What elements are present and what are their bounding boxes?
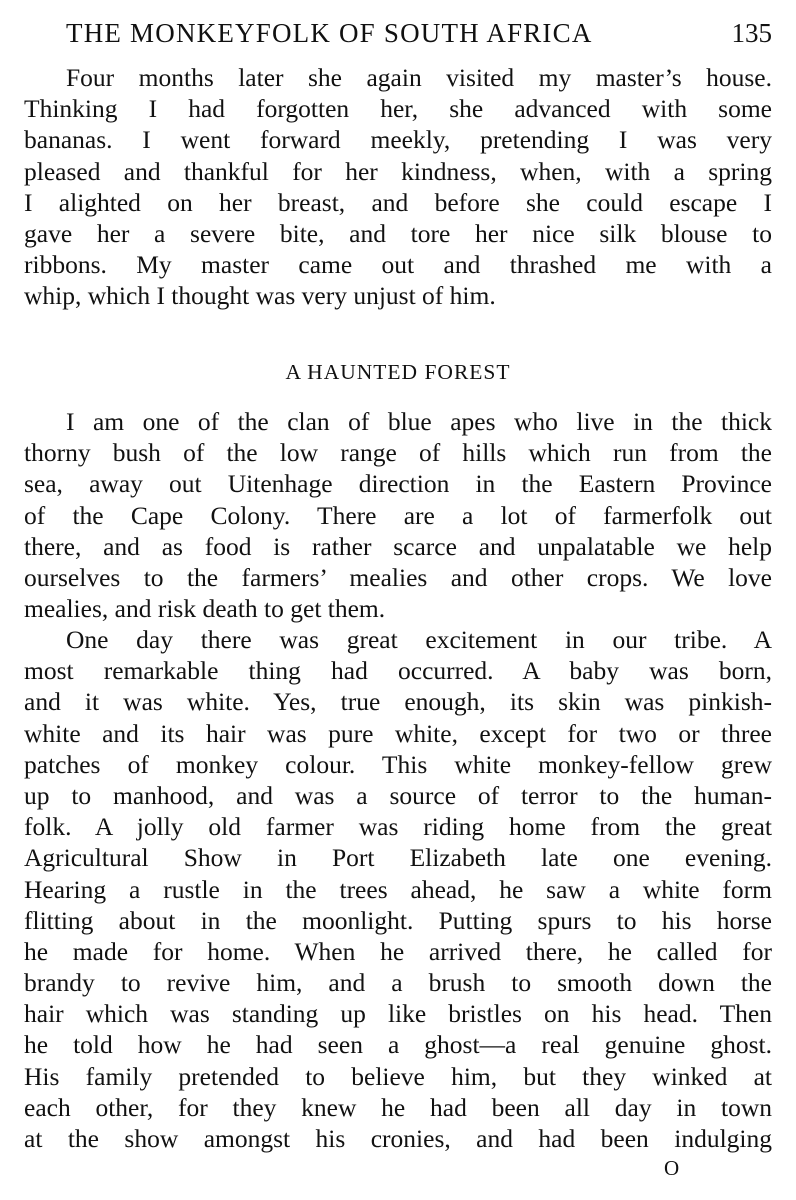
text-line: pleased and thankful for her kindness, when, with a spring bbox=[24, 156, 772, 186]
text-line: gave her a severe bite, and tore her nice silk blouse to bbox=[24, 218, 772, 248]
text-line: of the Cape Colony. There are a lot of farmerfolk out bbox=[24, 500, 772, 530]
text-line: brandy to revive him, and a brush to smooth down the bbox=[24, 968, 772, 998]
text-line: each other, for they knew he had been all day in town bbox=[24, 1092, 772, 1122]
text-line: thorny bush of the low range of hills which run from the bbox=[24, 438, 772, 468]
text-line: most remarkable thing had occurred. A baby was born, bbox=[24, 656, 772, 686]
text-line: ourselves to the farmers’ mealies and other crops. We love bbox=[24, 562, 772, 592]
text-line: patches of monkey colour. This white monkey-fellow grew bbox=[24, 749, 772, 779]
text-line: at the show amongst his cronies, and had been indulging bbox=[24, 1124, 772, 1153]
text-line: up to manhood, and was a source of terror to the human- bbox=[24, 780, 772, 810]
text-line: he told how he had seen a ghost—a real genuine ghost. bbox=[24, 1030, 772, 1060]
text-line: I alighted on her breast, and before she could escape I bbox=[24, 187, 772, 217]
text-line: he made for home. When he arrived there, he called for bbox=[24, 936, 772, 966]
text-line: ribbons. My master came out and thrashed me with a bbox=[24, 250, 772, 280]
running-title: THE MONKEYFOLK OF SOUTH AFRICA bbox=[66, 18, 593, 48]
text-line: Four months later she again visited my master’s house. bbox=[66, 63, 772, 92]
text-line: folk. A jolly old farmer was riding home from the great bbox=[24, 812, 772, 842]
page-number: 135 bbox=[731, 18, 772, 48]
text-line: and it was white. Yes, true enough, its skin was pinkish- bbox=[24, 687, 772, 717]
text-line: Hearing a rustle in the trees ahead, he saw a white form bbox=[24, 874, 772, 904]
text-line: flitting about in the moonlight. Putting spurs to his horse bbox=[24, 905, 772, 935]
paragraph-blue-apes bbox=[24, 406, 772, 624]
text-line: His family pretended to believe him, but they winked at bbox=[24, 1061, 772, 1091]
text-line: hair which was standing up like bristles on his head. Then bbox=[24, 999, 772, 1029]
book-page bbox=[24, 0, 772, 1200]
text-line: I am one of the clan of blue apes who live in the thick bbox=[66, 407, 772, 436]
text-line: bananas. I went forward meekly, pretending I was very bbox=[24, 125, 772, 155]
running-header bbox=[24, 18, 772, 58]
text-line: One day there was great excitement in our tribe. A bbox=[66, 625, 772, 654]
text-line: whip, which I thought was very unjust of him. bbox=[24, 281, 496, 311]
signature-mark: O bbox=[664, 1156, 680, 1180]
text-line: white and its hair was pure white, except for two or three bbox=[24, 718, 772, 748]
section-heading: A HAUNTED FOREST bbox=[285, 360, 511, 384]
text-line: sea, away out Uitenhage direction in the Eastern Province bbox=[24, 469, 772, 499]
paragraph-white-monkey bbox=[24, 624, 772, 1154]
text-line: there, and as food is rather scarce and unpalatable we help bbox=[24, 531, 772, 561]
text-line: mealies, and risk death to get them. bbox=[24, 594, 386, 624]
paragraph-monkey-bite bbox=[24, 62, 772, 312]
text-line: Agricultural Show in Port Elizabeth late one evening. bbox=[24, 843, 772, 873]
text-line: Thinking I had forgotten her, she advanced with some bbox=[24, 94, 772, 124]
